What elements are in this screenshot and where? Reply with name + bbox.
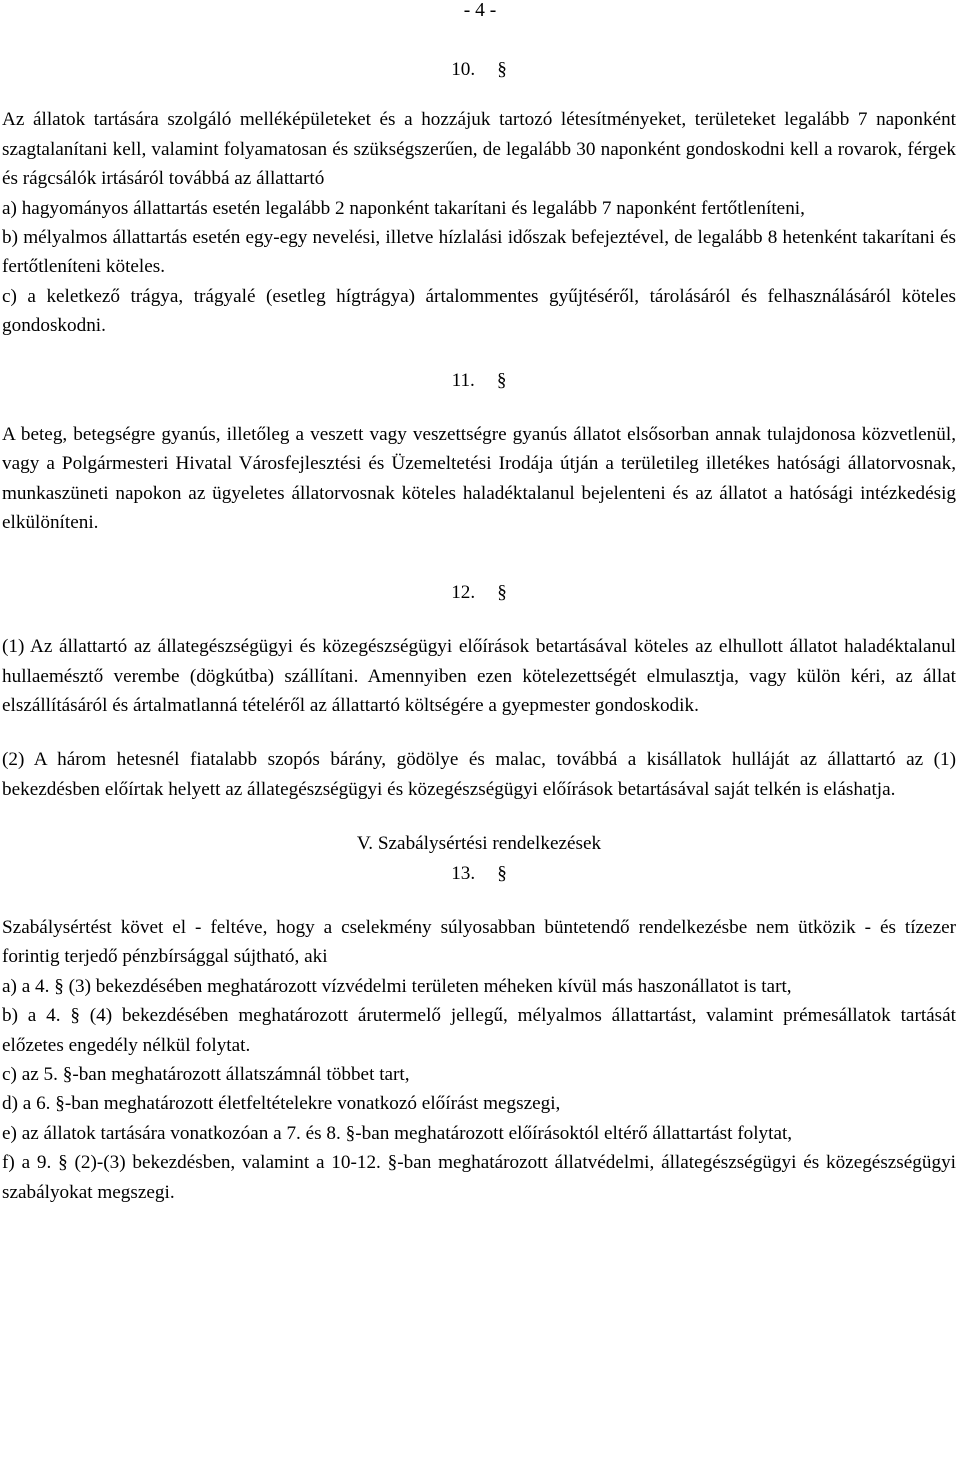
section-11-paragraph: A beteg, betegségre gyanús, illetőleg a veszett vagy veszettségre gyanús állatot elsősorban annak tulajdonosa közvetlenül, vagy a Polgármesteri Hivatal Városfejlesztési és Üzemeltetési Irodája útján a területileg illetékes hatósági állatorvosnak, munkaszüneti napokon az ügyeletes állatorvosnak köteles haladéktalanul bejelenteni és az állatot a hatósági intézkedésig elkülöníteni. — [2, 424, 956, 534]
section-13-heading — [2, 859, 956, 888]
section-number: 13. — [451, 862, 476, 884]
section-13-item-b: b) a 4. § (4) bekezdésében meghatározott árutermelő jellegű, mélyalmos állattartást, valamint prémesállatok tartását előzetes engedély nélkül folytat. — [2, 1005, 956, 1056]
section-number: 10. — [451, 59, 476, 80]
document-body — [2, 55, 956, 1207]
section-number: 12. — [451, 581, 476, 603]
section-10-item-a: a) hagyományos állattartás esetén legalább 2 naponként takarítani és legalább 7 naponként fertőtleníteni, — [2, 197, 805, 219]
section-10-paragraph: Az állatok tartására szolgáló melléképületeket és a hozzájuk tartozó létesítményeket, területeket legalább 7 naponként szagtalanítani kell, valamint folyamatosan és szükségszerűen, de legalább 30 naponként gondoskodni kell a rovarok, férgek és rágcsálók irtásáról továbbá az állattartó — [2, 109, 956, 190]
section-13-item-c: c) az 5. §-ban meghatározott állatszámnál többet tart, — [2, 1063, 410, 1085]
section-symbol: § — [497, 862, 507, 884]
section-symbol: § — [496, 369, 507, 391]
section-number: 11. — [451, 369, 475, 391]
section-13-paragraph: Szabálysértést követ el - feltéve, hogy a cselekmény súlyosabban büntetendő rendelkezésbe nem ütközik - és tízezer forintig terjedő pénzbírsággal sújtható, aki — [2, 916, 956, 968]
section-13-item-f: f) a 9. § (2)-(3) bekezdésben, valamint a 10-12. §-ban meghatározott állatvédelmi, állategészségügyi és közegészségügyi szabályokat megszegi. — [2, 1152, 956, 1203]
section-13-item-a: a) a 4. § (3) bekezdésében meghatározott vízvédelmi területen méheken kívül más haszonállatot is tart, — [2, 975, 792, 997]
section-12-paragraph-1: (1) Az állattartó az állategészségügyi és közegészségügyi előírások betartásával köteles az elhullott állatot haladéktalanul hullaemésztő verembe (dögkútba) szállítani. Amennyiben ezen kötelezettségét elmulasztja, vagy külön kéri, az állat elszállításáról és ártalmatlanná tételéről az állattartó költségére a gyepmester gondoskodik. — [2, 636, 956, 716]
section-11-heading — [2, 366, 956, 395]
page-number: - 4 - — [463, 0, 497, 21]
section-13-item-d: d) a 6. §-ban meghatározott életfeltételekre vonatkozó előírást megszegi, — [2, 1093, 561, 1115]
section-symbol: § — [497, 581, 507, 603]
section-13-item-e: e) az állatok tartására vonatkozóan a 7. és 8. §-ban meghatározott előírásoktól eltérő állattartást folytat, — [2, 1122, 793, 1144]
section-10-item-b: b) mélyalmos állattartás esetén egy-egy nevelési, illetve hízlalási időszak befejeztével, de legalább 8 hetenként takarítani és fertőtleníteni köteles. — [2, 227, 956, 278]
section-10-heading — [2, 55, 956, 84]
chapter-title: V. Szabálysértési rendelkezések — [356, 833, 602, 855]
section-symbol: § — [497, 59, 507, 80]
section-12-heading — [2, 578, 956, 607]
section-10-item-c: c) a keletkező trágya, trágyalé (esetleg hígtrágya) ártalommentes gyűjtéséről, tárolásáról és felhasználásáról köteles gondoskodni. — [2, 285, 956, 337]
section-12-paragraph-2: (2) A három hetesnél fiatalabb szopós bárány, gödölye és malac, továbbá a kisállatok hulláját az állattartó az (1) bekezdésben előírtak helyett az állategészségügyi és közegészségügyi előírások betartásával saját telkén is eláshatja. — [2, 749, 956, 800]
